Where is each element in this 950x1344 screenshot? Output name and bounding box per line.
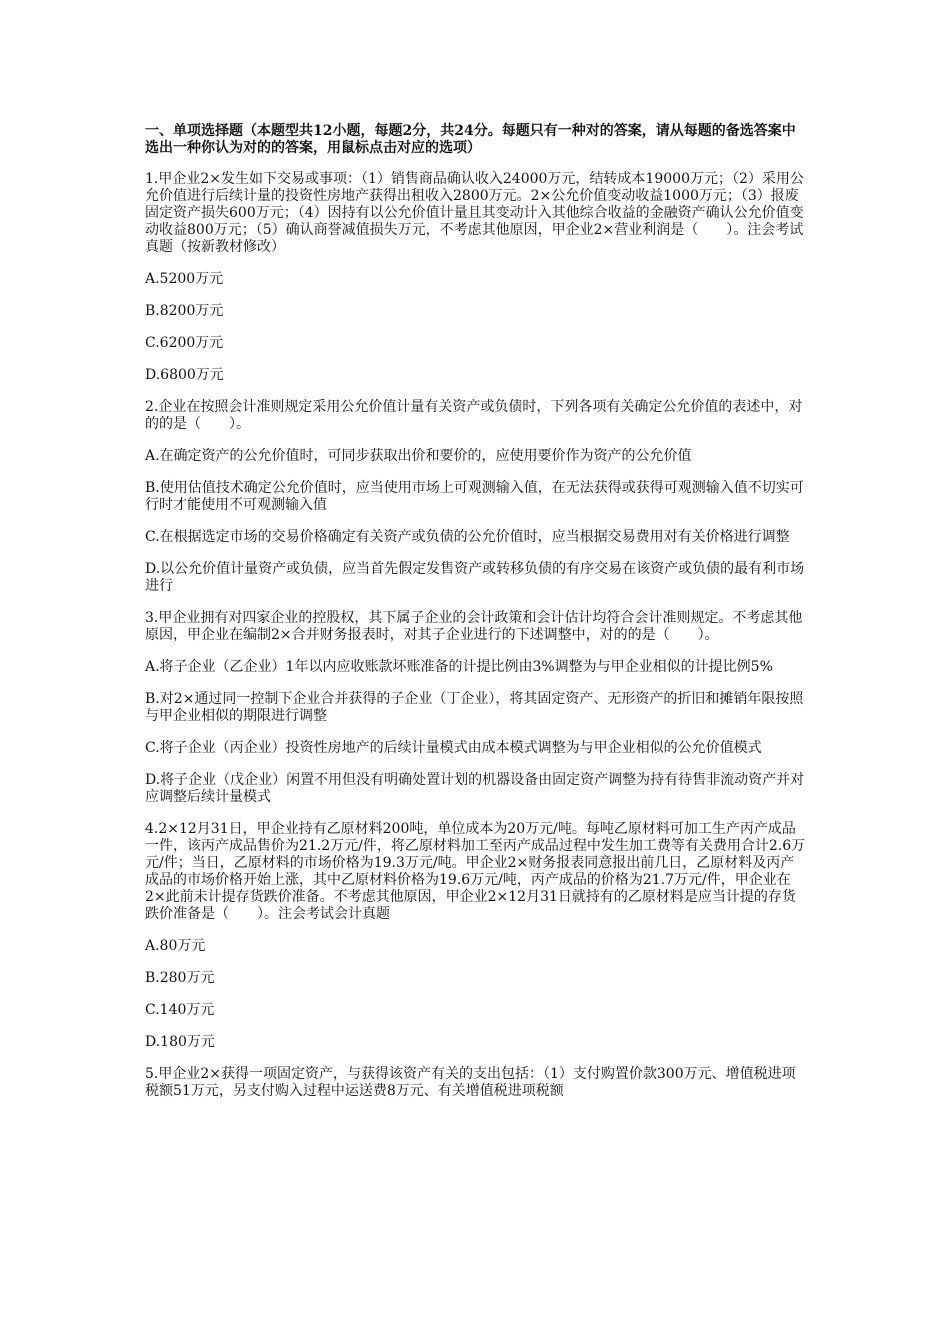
option-b[interactable]: B.使用估值技术确定公允价值时，应当使用市场上可观测输入值，在无法获得或获得可观测输入值不切实可行时才能使用不可观测输入值 [145,480,804,513]
document-page [145,123,807,1115]
option-c[interactable]: C.140万元 [145,1002,215,1018]
option-c[interactable]: C.6200万元 [145,335,224,351]
question-1 [145,171,807,384]
section-title: 一、单项选择题（本题型共12小题，每题2分，共24分。每题只有一种对的答案，请从每题的备选答案中选出一种你认为对的的答案，用鼠标点击对应的选项） [145,123,796,156]
question-4 [145,821,807,1051]
question-stem: 4.2×12月31日，甲企业持有乙原材料200吨，单位成本为20万元/吨。每吨乙原材料可加工生产丙产成品一件，该丙产成品售价为21.2万元/件，将乙原材料加工至丙产成品过程中发生加工费等有关费用合计2.6万元/件；当日，乙原材料的市场价格为19.3万元/吨。甲企业2×财务报表同意报出前几日，乙原材料及丙产成品的市场价格开始上涨，其中乙原材料价格为19.6万元/吨，丙产成品的价格为21.7万元/件，甲企业在2×此前未计提存货跌价准备。不考虑其他原因，甲企业2×12月31日就持有的乙原材料是应当计提的存货跌价准备是（ ）。注会考试会计真题 [145,821,806,922]
option-b[interactable]: B.8200万元 [145,303,224,319]
question-5 [145,1066,807,1100]
option-d[interactable]: D.6800万元 [145,367,224,383]
question-stem: 1.甲企业2×发生如下交易或事项：（1）销售商品确认收入24000万元，结转成本19000万元；（2）采用公允价值进行后续计量的投资性房地产获得出租收入2800万元。2×公允价值变动收益1000万元；（3）报废固定资产损失600万元；（4）因持有以公允价值计量且其变动计入其他综合收益的金融资产确认公允价值变动收益800万元；（5）确认商誉减值损失万元，不考虑其他原因，甲企业2×营业利润是（ ）。注会考试真题（按新教材修改） [145,171,804,255]
question-stem: 3.甲企业拥有对四家企业的控股权，其下属子企业的会计政策和会计估计均符合会计准则规定。不考虑其他原因，甲企业在编制2×合并财务报表时，对其子企业进行的下述调整中，对的的是（ ）。 [145,610,803,643]
option-d[interactable]: D.以公允价值计量资产或负债，应当首先假定发售资产或转移负债的有序交易在该资产或负债的最有利市场进行 [145,561,805,594]
option-a[interactable]: A.80万元 [145,938,206,954]
option-b[interactable]: B.对2×通过同一控制下企业合并获得的子企业（丁企业），将其固定资产、无形资产的折旧和摊销年限按照与甲企业相似的期限进行调整 [145,691,804,724]
option-c[interactable]: C.在根据选定市场的交易价格确定有关资产或负债的公允价值时，应当根据交易费用对有关价格进行调整 [145,529,790,545]
option-a[interactable]: A.5200万元 [145,271,224,287]
option-a[interactable]: A.将子企业（乙企业）1年以内应收账款坏账准备的计提比例由3%调整为与甲企业相似的计提比例5% [145,659,773,675]
option-d[interactable]: D.180万元 [145,1034,215,1050]
option-b[interactable]: B.280万元 [145,970,215,986]
question-2 [145,399,807,595]
option-d[interactable]: D.将子企业（戊企业）闲置不用但没有明确处置计划的机器设备由固定资产调整为持有待售非流动资产并对应调整后续计量模式 [145,772,805,805]
option-a[interactable]: A.在确定资产的公允价值时，可同步获取出价和要价的，应使用要价作为资产的公允价值 [145,448,692,464]
question-3 [145,610,807,806]
question-stem: 2.企业在按照会计准则规定采用公允价值计量有关资产或负债时，下列各项有关确定公允价值的表述中，对的的是（ ）。 [145,399,803,432]
question-stem: 5.甲企业2×获得一项固定资产，与获得该资产有关的支出包括：（1）支付购置价款300万元、增值税进项税额51万元，另支付购入过程中运送费8万元、有关增值税进项税额 [145,1066,796,1099]
option-c[interactable]: C.将子企业（丙企业）投资性房地产的后续计量模式由成本模式调整为与甲企业相似的公允价值模式 [145,740,762,756]
